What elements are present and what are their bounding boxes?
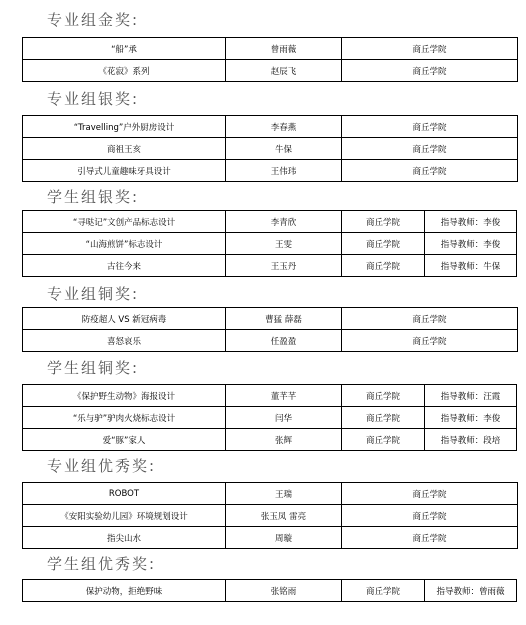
teacher-name: 指导教师：李俊 (425, 233, 517, 255)
school-name: 商丘学院 (342, 308, 518, 330)
author-name: 周璇 (226, 527, 342, 549)
section-heading: 专业组优秀奖: (47, 457, 157, 475)
work-title: 商祖王亥 (23, 138, 226, 160)
teacher-name: 指导教师：汪霞 (425, 385, 517, 407)
table-row (23, 505, 518, 527)
author-name: 曹猛 薛磊 (226, 308, 342, 330)
work-title: 《保护野生动物》海报设计 (23, 385, 226, 407)
school-name: 商丘学院 (342, 255, 425, 277)
author-name: 董芊芊 (226, 385, 342, 407)
table-row (23, 38, 518, 60)
work-title: “Travelling”户外厨房设计 (23, 116, 226, 138)
award-table (22, 115, 518, 182)
school-name: 商丘学院 (342, 429, 425, 451)
table-row (23, 308, 518, 330)
table-row (23, 330, 518, 352)
teacher-name: 指导教师：李俊 (425, 211, 517, 233)
work-title: 《安阳实验幼儿园》环境规划设计 (23, 505, 226, 527)
school-name: 商丘学院 (342, 330, 518, 352)
school-name: 商丘学院 (342, 160, 518, 182)
award-table (22, 482, 518, 549)
table-row (23, 160, 518, 182)
work-title: 喜怒哀乐 (23, 330, 226, 352)
school-name: 商丘学院 (342, 527, 518, 549)
table-row (23, 116, 518, 138)
school-name: 商丘学院 (342, 580, 425, 602)
teacher-name: 指导教师：牛保 (425, 255, 517, 277)
work-title: “乐与驴”驴肉火烧标志设计 (23, 407, 226, 429)
author-name: 闫华 (226, 407, 342, 429)
table-row (23, 255, 517, 277)
school-name: 商丘学院 (342, 385, 425, 407)
award-table (22, 579, 517, 602)
author-name: 王玉丹 (226, 255, 342, 277)
author-name: 张辉 (226, 429, 342, 451)
school-name: 商丘学院 (342, 483, 518, 505)
author-name: 张玉凤 雷亮 (226, 505, 342, 527)
work-title: “船”承 (23, 38, 226, 60)
school-name: 商丘学院 (342, 138, 518, 160)
author-name: 张铭雨 (226, 580, 342, 602)
work-title: 古往今来 (23, 255, 226, 277)
work-title: 指尖山水 (23, 527, 226, 549)
award-table (22, 384, 517, 451)
author-name: 李青欣 (226, 211, 342, 233)
work-title: 保护动物，拒绝野味 (23, 580, 226, 602)
table-row (23, 138, 518, 160)
school-name: 商丘学院 (342, 60, 518, 82)
author-name: 牛保 (226, 138, 342, 160)
work-title: 爱“豚”家人 (23, 429, 226, 451)
work-title: ROBOT (23, 483, 226, 505)
section-heading: 学生组铜奖: (47, 359, 140, 377)
work-title: 防疫超人 VS 新冠病毒 (23, 308, 226, 330)
author-name: 王雯 (226, 233, 342, 255)
teacher-name: 指导教师：曾雨薇 (425, 580, 517, 602)
author-name: 曾雨薇 (226, 38, 342, 60)
table-row (23, 580, 517, 602)
work-title: 引导式儿童趣味牙具设计 (23, 160, 226, 182)
author-name: 赵辰飞 (226, 60, 342, 82)
work-title: “山海煎饼”标志设计 (23, 233, 226, 255)
author-name: 任盈盈 (226, 330, 342, 352)
table-row (23, 527, 518, 549)
school-name: 商丘学院 (342, 505, 518, 527)
award-table (22, 307, 518, 352)
work-title: 《花寂》系列 (23, 60, 226, 82)
award-table (22, 210, 517, 277)
work-title: “寻哒记”文创产品标志设计 (23, 211, 226, 233)
author-name: 李春燕 (226, 116, 342, 138)
table-row (23, 429, 517, 451)
table-row (23, 211, 517, 233)
section-heading: 专业组金奖: (47, 11, 140, 29)
author-name: 王瑞 (226, 483, 342, 505)
section-heading: 专业组银奖: (47, 90, 140, 108)
table-row (23, 60, 518, 82)
table-row (23, 385, 517, 407)
section-heading: 专业组铜奖: (47, 285, 140, 303)
teacher-name: 指导教师：段培 (425, 429, 517, 451)
school-name: 商丘学院 (342, 407, 425, 429)
section-heading: 学生组优秀奖: (47, 555, 157, 573)
award-table (22, 37, 518, 82)
school-name: 商丘学院 (342, 116, 518, 138)
table-row (23, 407, 517, 429)
teacher-name: 指导教师：李俊 (425, 407, 517, 429)
table-row (23, 233, 517, 255)
school-name: 商丘学院 (342, 233, 425, 255)
author-name: 王伟玮 (226, 160, 342, 182)
section-heading: 学生组银奖: (47, 188, 140, 206)
school-name: 商丘学院 (342, 211, 425, 233)
school-name: 商丘学院 (342, 38, 518, 60)
table-row (23, 483, 518, 505)
